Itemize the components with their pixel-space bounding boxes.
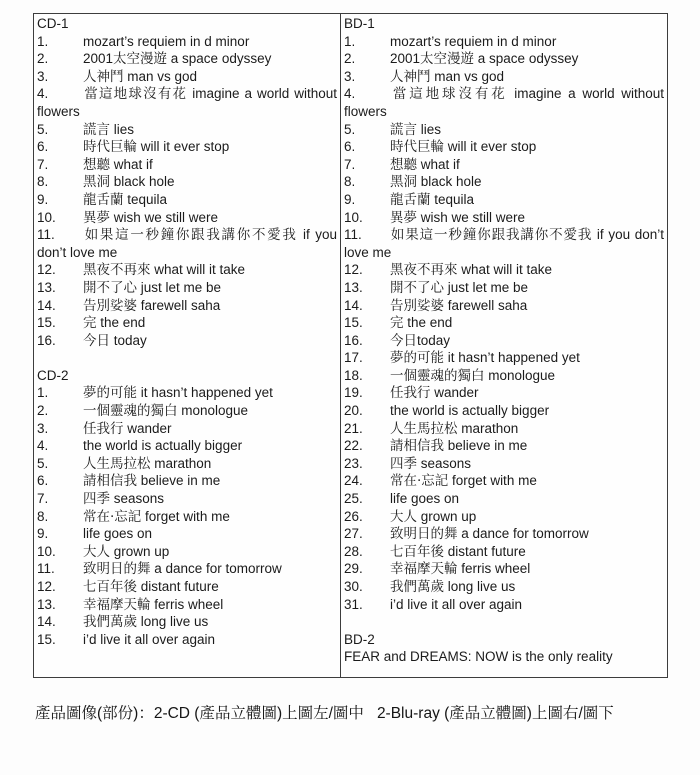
product-image-caption (35, 703, 614, 724)
track-item: 6. 時代巨輪 will it ever stop (37, 139, 230, 155)
track-item: 3. 人神鬥 man vs god (344, 68, 505, 84)
track-item: 30. 我們萬歲 long live us (344, 579, 516, 594)
section-title-cd-2: CD-2 (37, 367, 69, 383)
track-item: 7. 想聽 what if (37, 156, 153, 172)
track-number: 12. (344, 262, 363, 278)
track-item: 21. 人生馬拉松 marathon (344, 420, 519, 436)
track-number: 13. (37, 279, 56, 295)
track-number: 1. (37, 33, 49, 49)
track-number: 14. (344, 297, 363, 313)
track-item: 20. the world is actually bigger (344, 403, 550, 419)
track-item: 8. 常在‧忘記 forget with me (37, 508, 230, 524)
track-number: 6. (37, 139, 49, 155)
track-item: 16. 今日 today (37, 332, 147, 348)
track-item: 23. 四季 seasons (344, 455, 472, 471)
tracklist-table (33, 13, 668, 678)
track-number: 15. (37, 315, 56, 331)
track-item: 4. the world is actually bigger (37, 438, 243, 454)
track-number: 7. (37, 491, 49, 507)
track-item: 22. 請相信我 believe in me (344, 438, 528, 454)
track-number: 5. (344, 121, 356, 137)
track-item: 16. 今日today (344, 332, 451, 348)
track-number: 8. (344, 174, 356, 190)
track-number: 14. (37, 297, 56, 313)
track-item: 13. 開不了心 just let me be (344, 279, 529, 295)
caption-bluray-part: 2-Blu-ray (產品立體圖)上圖右/圖下 (376, 705, 614, 722)
track-number: 6. (344, 139, 356, 155)
track-item: 7. 四季 seasons (37, 491, 165, 507)
track-number: 23. (344, 455, 363, 471)
track-item: 12. 黑夜不再來 what will it take (344, 262, 553, 278)
track-item: 2. 2001太空漫遊 a space odyssey (37, 51, 272, 67)
track-number: 22. (344, 438, 363, 454)
track-item: 26. 大人 grown up (344, 508, 477, 524)
track-item: 10. 異夢 wish we still were (37, 209, 219, 225)
track-number: 18. (344, 367, 363, 383)
track-item: 27. 致明日的舞 a dance for tomorrow (344, 526, 589, 542)
section-title-cd-1: CD-1 (37, 16, 69, 31)
track-item: 13. 開不了心 just let me be (37, 279, 222, 295)
track-item: 18. 一個靈魂的獨白 monologue (344, 367, 556, 383)
track-number: 15. (344, 315, 363, 331)
track-number: 7. (344, 156, 356, 172)
track-number: 2. (37, 51, 49, 67)
track-number: 8. (37, 174, 49, 190)
track-number: 2. (37, 403, 49, 419)
track-item: 6. 請相信我 believe in me (37, 473, 221, 489)
track-item: 11. 如果這一秒鐘你跟我講你不愛我 if you don’t love me (344, 227, 664, 260)
track-number: 11. (344, 227, 362, 243)
track-item: 11. 如果這一秒鐘你跟我講你不愛我 if you don’t love me (37, 227, 337, 260)
track-item: 4. 當這地球沒有花 imagine a world without flowers (344, 86, 664, 119)
track-item: 15. 完 the end (37, 315, 146, 331)
track-number: 9. (37, 191, 49, 207)
track-number: 20. (344, 403, 363, 419)
track-item: 9. life goes on (37, 526, 153, 542)
track-item: 31. i’d live it all over again (344, 596, 523, 612)
track-item: 29. 幸福摩天輪 ferris wheel (344, 561, 531, 577)
track-number: 13. (344, 279, 363, 295)
section-title-bd-1: BD-1 (344, 16, 375, 31)
track-item: 12. 黑夜不再來 what will it take (37, 262, 246, 278)
track-number: 28. (344, 543, 363, 559)
track-number: 11. (37, 227, 55, 243)
track-item: 5. 謊言 lies (37, 121, 135, 137)
track-number: 30. (344, 579, 363, 594)
track-item: 8. 黑洞 black hole (37, 174, 175, 190)
track-number: 9. (37, 526, 49, 542)
track-number: 21. (344, 420, 363, 436)
track-number: 15. (37, 631, 56, 647)
track-number: 25. (344, 491, 363, 507)
track-item: 24. 常在‧忘記 forget with me (344, 473, 537, 489)
track-number: 6. (37, 473, 49, 489)
track-item: 5. 謊言 lies (344, 121, 442, 137)
track-number: 10. (37, 209, 56, 225)
track-number: 3. (37, 68, 49, 84)
track-number: 10. (37, 543, 56, 559)
track-item: 3. 任我行 wander (37, 420, 172, 436)
track-number: 16. (37, 332, 56, 348)
track-number: 11. (37, 561, 55, 577)
section-title-bd-2: BD-2 (344, 631, 375, 647)
track-number: 14. (37, 614, 56, 630)
track-item: 11. 致明日的舞 a dance for tomorrow (37, 561, 282, 577)
track-number: 8. (37, 508, 49, 524)
track-item: 9. 龍舌蘭 tequila (344, 191, 475, 207)
track-item: 15. i’d live it all over again (37, 631, 216, 647)
track-item: 25. life goes on (344, 491, 460, 507)
track-item: 28. 七百年後 distant future (344, 543, 526, 559)
track-item: 3. 人神鬥 man vs god (37, 68, 198, 84)
track-item: 5. 人生馬拉松 marathon (37, 455, 212, 471)
track-number: 1. (344, 33, 356, 49)
track-number: 27. (344, 526, 363, 542)
track-item: 19. 任我行 wander (344, 385, 479, 401)
track-number: 13. (37, 596, 56, 612)
track-number: 4. (37, 86, 49, 102)
track-number: 10. (344, 209, 363, 225)
track-number: 16. (344, 332, 363, 348)
track-number: 12. (37, 262, 56, 278)
track-item: 9. 龍舌蘭 tequila (37, 191, 168, 207)
track-item: 10. 大人 grown up (37, 543, 170, 559)
track-number: 19. (344, 385, 363, 401)
track-number: 2. (344, 51, 356, 67)
track-number: 31. (344, 596, 363, 612)
track-item: 1. mozart’s requiem in d minor (37, 33, 250, 49)
track-item: 2. 一個靈魂的獨白 monologue (37, 403, 249, 419)
track-number: 3. (344, 68, 356, 84)
track-item: 8. 黑洞 black hole (344, 174, 482, 190)
blank-row (37, 349, 337, 367)
track-item: 1. mozart’s requiem in d minor (344, 33, 557, 49)
track-item: 7. 想聽 what if (344, 156, 460, 172)
track-item: 4. 當這地球沒有花 imagine a world without flowers (37, 86, 337, 119)
tracklist-column-bd (341, 14, 667, 677)
section-note: FEAR and DREAMS: NOW is the only reality (344, 649, 613, 665)
track-item: 14. 告別娑婆 farewell saha (37, 297, 221, 313)
track-number: 4. (344, 86, 356, 102)
track-number: 29. (344, 561, 363, 577)
track-number: 5. (37, 455, 49, 471)
track-item: 2. 2001太空漫遊 a space odyssey (344, 51, 579, 67)
track-number: 4. (37, 438, 49, 454)
track-number: 3. (37, 420, 49, 436)
track-number: 24. (344, 473, 363, 489)
track-number: 26. (344, 508, 363, 524)
tracklist-column-cd (34, 14, 341, 677)
track-item: 6. 時代巨輪 will it ever stop (344, 139, 537, 155)
track-item: 1. 夢的可能 it hasn’t happened yet (37, 385, 273, 401)
track-number: 17. (344, 350, 363, 366)
track-item: 14. 我們萬歲 long live us (37, 614, 209, 630)
track-item: 17. 夢的可能 it hasn’t happened yet (344, 350, 580, 366)
track-item: 13. 幸福摩天輪 ferris wheel (37, 596, 224, 612)
blank-row (344, 613, 664, 631)
track-item: 14. 告別娑婆 farewell saha (344, 297, 528, 313)
track-number: 1. (37, 385, 49, 401)
caption-cd-part: 產品圖像(部份)：2-CD (產品立體圖)上圖左/圖中 (35, 705, 364, 722)
track-number: 9. (344, 191, 356, 207)
track-item: 15. 完 the end (344, 315, 453, 331)
track-number: 5. (37, 121, 49, 137)
track-item: 12. 七百年後 distant future (37, 579, 219, 594)
track-item: 10. 異夢 wish we still were (344, 209, 526, 225)
track-number: 7. (37, 156, 49, 172)
track-number: 12. (37, 579, 56, 594)
